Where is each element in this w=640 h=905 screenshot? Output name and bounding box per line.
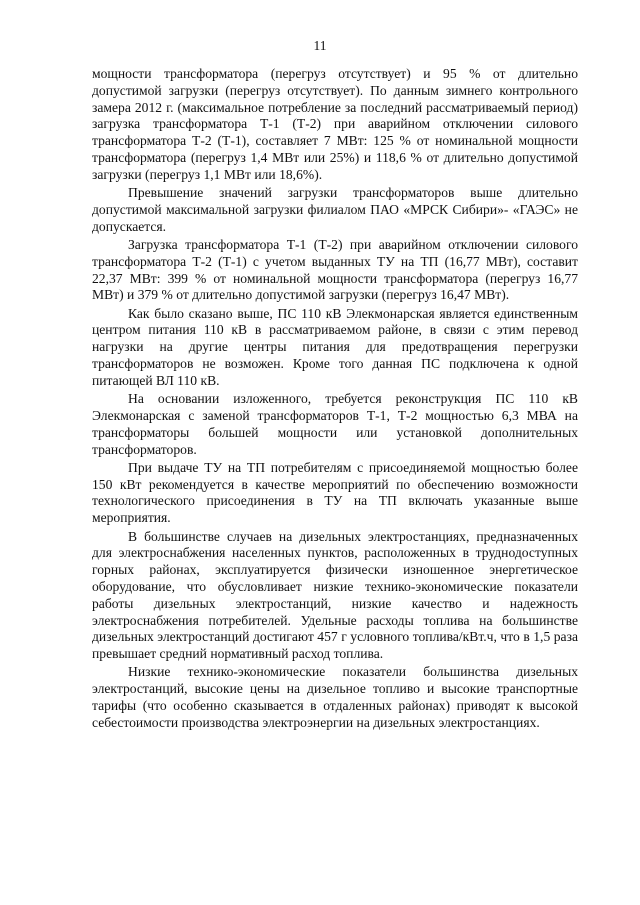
paragraph: В большинстве случаев на дизельных электростанциях, предназначенных для электроснабжения населенных пунктов, расположенных в труднодоступных горных районах, эксплуатируется физически изношенное энергетическое оборудование, что обусловливает низкие технико-экономические показатели работы дизельных электростанций, низкие качество и надежность электроснабжения потребителей. Удельные расходы топлива на большинстве дизельных электростанций достигают 457 г условного топлива/кВт.ч, что в 1,5 раза превышает средний нормативный расход топлива. — [92, 528, 578, 662]
paragraph: Загрузка трансформатора Т-1 (Т-2) при аварийном отключении силового трансформатора Т-2 (Т-1) с учетом выданных ТУ на ТП (16,77 МВт), составит 22,37 МВт: 399 % от номинальной мощности трансформатора (перегруз 16,77 МВт) и 379 % от длительно допустимой загрузки (перегруз 16,47 МВт). — [92, 236, 578, 303]
paragraph: При выдаче ТУ на ТП потребителям с присоединяемой мощностью более 150 кВт рекомендуется в качестве мероприятий по обеспечению возможности технологического присоединения в ТУ на ТП включать указанные выше мероприятия. — [92, 459, 578, 526]
paragraph: мощности трансформатора (перегруз отсутствует) и 95 % от длительно допустимой загрузки (перегруз отсутствует). По данным зимнего контрольного замера 2012 г. (максимальное потребление за последний рассматриваемый период) загрузка трансформатора Т-1 (Т-2) при аварийном отключении силового трансформатора Т-2 (Т-1), составляет 7 МВт: 125 % от номинальной мощности трансформатора (перегруз 1,4 МВт или 25%) и 118,6 % от длительно допустимой загрузки (перегруз 1,1 МВт или 18,6%). — [92, 66, 578, 182]
paragraph: Низкие технико-экономические показатели большинства дизельных электростанций, высокие цены на дизельное топливо и высокие транспортные тарифы (что особенно сказывается в отдаленных районах) приводят к высокой себестоимости производства электроэнергии на дизельных электростанциях. — [92, 664, 578, 730]
paragraph: На основании изложенного, требуется реконструкция ПС 110 кВ Элекмонарская с заменой трансформаторов Т-1, Т-2 мощностью 6,3 МВА на трансформаторы большей мощности или установкой дополнительных трансформаторов. — [92, 391, 578, 457]
page-number: 11 — [313, 38, 327, 53]
paragraph: Превышение значений загрузки трансформаторов выше длительно допустимой максимальной загрузки филиалом ПАО «МРСК Сибири»- «ГАЭС» не допускается. — [92, 185, 578, 234]
paragraph: Как было сказано выше, ПС 110 кВ Элекмонарская является единственным центром питания 110 кВ в рассматриваемом районе, в связи с этим перевод нагрузки на другие центры питания для предотвращения перегрузки трансформаторов не возможен. Кроме того данная ПС подключена к одной питающей ВЛ 110 кВ. — [92, 305, 578, 388]
document-body — [92, 66, 578, 733]
